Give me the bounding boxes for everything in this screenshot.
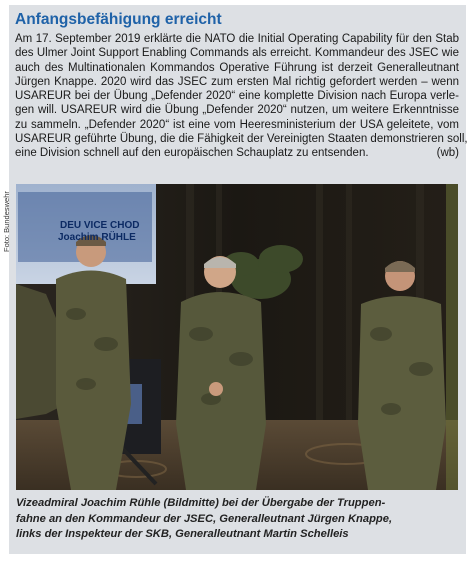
caption-line: fahne an den Kommandeur der JSEC, Generalleutnant Jürgen Knappe, <box>16 512 393 525</box>
caption-line: links der Inspekteur der SKB, Generalleutnant Martin Schelleis <box>16 528 349 540</box>
screen-text-title: DEU VICE CHOD <box>60 220 140 231</box>
body-line: Jürgen Knappe. 2020 wird das JSEC zum ersten Mal richtig gefordert werden – wenn <box>15 75 459 88</box>
article-headline: Anfangsbefähigung erreicht <box>15 11 222 28</box>
body-line: des Ulmer Joint Support Enabling Commands als erreicht. Kommandeur des JSEC wie <box>15 47 459 60</box>
body-last-line <box>15 146 459 160</box>
caption-line: Vizeadmiral Joachim Rühle (Bildmitte) bei der Übergabe der Truppen- <box>16 497 386 509</box>
screen-text-name: Joachim RÜHLE <box>58 232 136 243</box>
body-line: zu sammeln. „Defender 2020“ ist eine vom Heeresministerium der USA geleitete, vom <box>15 118 459 131</box>
body-line: gen will. USAREUR wird die Übung „Defender 2020“ nutzen, um weitere Erkenntnisse <box>15 104 459 117</box>
photo-credit: Foto: Bundeswehr <box>2 191 11 252</box>
photo-caption <box>16 496 460 543</box>
body-line: auch des Multinationalen Kommandos Operative Führung ist derzeit Generalleutnant <box>15 61 459 74</box>
body-line: USAREUR geführte Übung, die die Fähigkeit der Vereinigten Staaten demonstrieren soll, <box>15 133 468 146</box>
body-line: eine Division schnell auf den europäischen Schauplatz zu entsenden. <box>15 147 369 160</box>
article-body <box>15 32 468 161</box>
author-tag: (wb) <box>436 147 459 160</box>
body-line: Am 17. September 2019 erklärte die NATO die Initial Operating Capability für den Stab <box>15 33 459 45</box>
body-line: USAREUR bei der Übung „Defender 2020“ eine komplette Division nach Europa verle- <box>15 90 459 103</box>
article-photo <box>16 184 458 490</box>
